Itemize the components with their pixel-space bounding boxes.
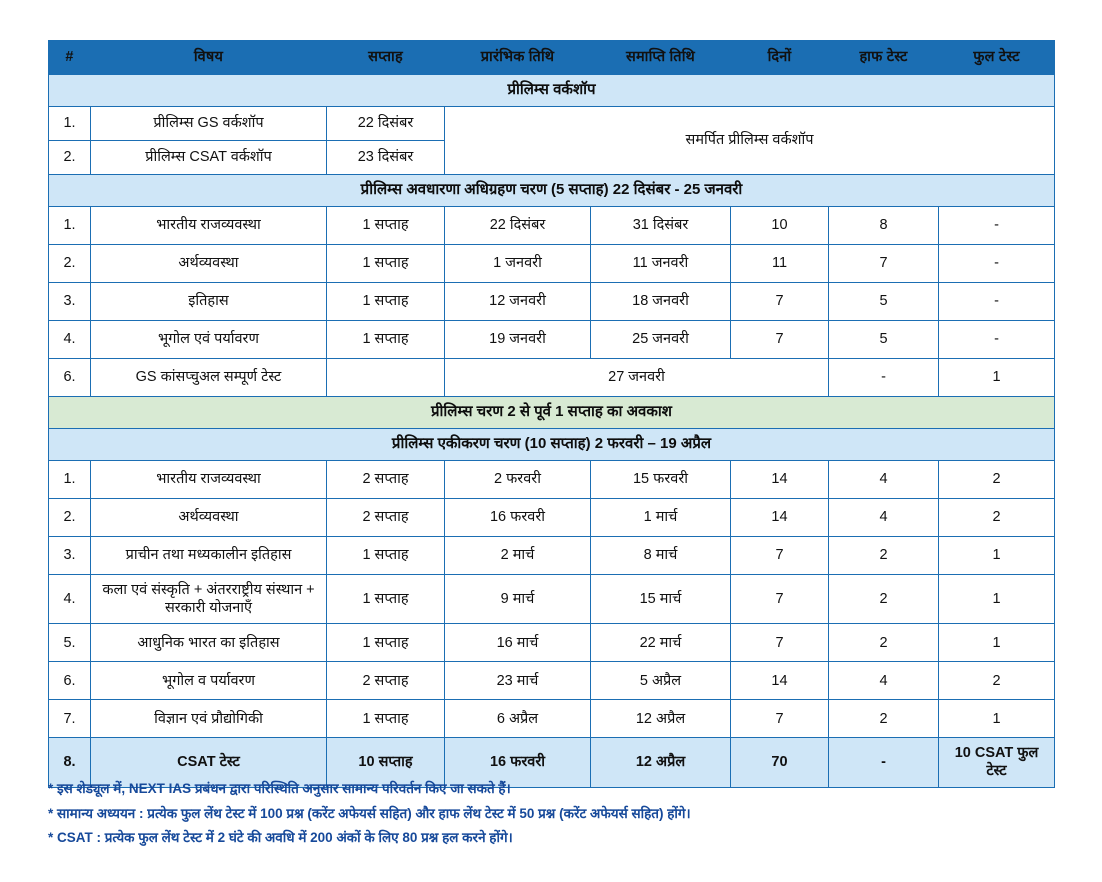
row-half-test: 2 <box>829 700 939 738</box>
row-index: 4. <box>49 575 91 624</box>
column-header-start-date: प्रारंभिक तिथि <box>445 41 591 75</box>
row-days: 7 <box>731 624 829 662</box>
column-header-subject: विषय <box>91 41 327 75</box>
row-index: 1. <box>49 461 91 499</box>
row-days: 7 <box>731 321 829 359</box>
table-row <box>49 537 1055 575</box>
row-week: 1 सप्ताह <box>327 537 445 575</box>
row-subject: भारतीय राजव्यवस्था <box>91 207 327 245</box>
row-week: 2 सप्ताह <box>327 499 445 537</box>
row-subject: अर्थव्यवस्था <box>91 245 327 283</box>
row-end-date: 25 जनवरी <box>591 321 731 359</box>
row-half-test: 4 <box>829 499 939 537</box>
row-end-date: 11 जनवरी <box>591 245 731 283</box>
row-end-date: 31 दिसंबर <box>591 207 731 245</box>
row-subject: इतिहास <box>91 283 327 321</box>
workshop-merged-note: समर्पित प्रीलिम्स वर्कशॉप <box>445 107 1055 175</box>
column-header-full-test: फुल टेस्ट <box>939 41 1055 75</box>
section-header-break <box>49 397 1055 429</box>
row-start-date: 6 अप्रैल <box>445 700 591 738</box>
row-start-date: 16 मार्च <box>445 624 591 662</box>
row-week: 1 सप्ताह <box>327 624 445 662</box>
row-full-test: 2 <box>939 461 1055 499</box>
row-start-date: 16 फरवरी <box>445 499 591 537</box>
footnote-csat: * CSAT : प्रत्येक फुल लेंथ टेस्ट में 2 घंटे की अवधि में 200 अंकों के लिए 80 प्रश्न हल करने होंगे। <box>48 830 513 846</box>
row-days: 10 <box>731 207 829 245</box>
row-index: 2. <box>49 141 91 175</box>
row-subject: भूगोल व पर्यावरण <box>91 662 327 700</box>
table-row-conceptual-test <box>49 359 1055 397</box>
row-half-test: 5 <box>829 321 939 359</box>
table-row <box>49 107 1055 141</box>
table-row <box>49 662 1055 700</box>
column-header-weeks: सप्ताह <box>327 41 445 75</box>
row-start-date: 19 जनवरी <box>445 321 591 359</box>
row-start-date: 22 दिसंबर <box>445 207 591 245</box>
schedule-sheet <box>48 40 1054 788</box>
row-full-test: - <box>939 321 1055 359</box>
row-week: 10 सप्ताह <box>327 738 445 787</box>
footnotes <box>48 780 1058 854</box>
row-subject: अर्थव्यवस्था <box>91 499 327 537</box>
row-half-test: 2 <box>829 537 939 575</box>
row-full-test: - <box>939 207 1055 245</box>
row-start-date: 2 फरवरी <box>445 461 591 499</box>
row-half-test: 4 <box>829 461 939 499</box>
footnote-general-change: * इस शेड्यूल में, NEXT IAS प्रबंधन द्वारा परिस्थिति अनुसार सामान्य परिवर्तन किए जा सकते हैं। <box>48 781 511 796</box>
row-week: 1 सप्ताह <box>327 207 445 245</box>
row-end-date: 22 मार्च <box>591 624 731 662</box>
table-row <box>49 321 1055 359</box>
section-header-integration-phase <box>49 429 1055 461</box>
row-subject: GS कांसप्चुअल सम्पूर्ण टेस्ट <box>91 359 327 397</box>
row-week: 22 दिसंबर <box>327 107 445 141</box>
row-index: 3. <box>49 537 91 575</box>
row-days: 7 <box>731 575 829 624</box>
row-start-date: 9 मार्च <box>445 575 591 624</box>
section-header-prelims-workshop <box>49 75 1055 107</box>
row-merged-date: 27 जनवरी <box>445 359 829 397</box>
row-index: 2. <box>49 499 91 537</box>
row-index: 3. <box>49 283 91 321</box>
table-row <box>49 700 1055 738</box>
column-header-days: दिनों <box>731 41 829 75</box>
table-row <box>49 461 1055 499</box>
row-index: 1. <box>49 207 91 245</box>
schedule-table <box>48 40 1055 788</box>
row-subject: आधुनिक भारत का इतिहास <box>91 624 327 662</box>
row-week: 1 सप्ताह <box>327 283 445 321</box>
row-start-date: 23 मार्च <box>445 662 591 700</box>
row-subject: भूगोल एवं पर्यावरण <box>91 321 327 359</box>
row-half-test: 5 <box>829 283 939 321</box>
section-header-concept-phase <box>49 175 1055 207</box>
row-subject: प्राचीन तथा मध्यकालीन इतिहास <box>91 537 327 575</box>
row-full-test: - <box>939 245 1055 283</box>
row-index: 6. <box>49 359 91 397</box>
row-start-date: 2 मार्च <box>445 537 591 575</box>
row-end-date: 15 फरवरी <box>591 461 731 499</box>
row-days: 14 <box>731 499 829 537</box>
row-full-test: 1 <box>939 537 1055 575</box>
row-days: 14 <box>731 662 829 700</box>
column-header-half-test: हाफ टेस्ट <box>829 41 939 75</box>
row-start-date: 16 फरवरी <box>445 738 591 787</box>
row-week: 2 सप्ताह <box>327 662 445 700</box>
row-subject: कला एवं संस्कृति + अंतरराष्ट्रीय संस्थान + सरकारी योजनाएँ <box>91 575 327 624</box>
row-full-test: 1 <box>939 700 1055 738</box>
row-days: 70 <box>731 738 829 787</box>
row-index: 4. <box>49 321 91 359</box>
row-days: 14 <box>731 461 829 499</box>
row-end-date: 1 मार्च <box>591 499 731 537</box>
column-header-end-date: समाप्ति तिथि <box>591 41 731 75</box>
row-subject: CSAT टेस्ट <box>91 738 327 787</box>
footnote-general-studies: * सामान्य अध्ययन : प्रत्येक फुल लेंथ टेस्ट में 100 प्रश्न (करेंट अफेयर्स सहित) और हाफ लेंथ टेस्ट में 50 प्रश्न (करेंट अफेयर्स सहित) होंगे। <box>48 805 691 821</box>
row-end-date: 12 अप्रैल <box>591 738 731 787</box>
row-full-test: 1 <box>939 359 1055 397</box>
row-half-test: 8 <box>829 207 939 245</box>
row-subject: प्रीलिम्स CSAT वर्कशॉप <box>91 141 327 175</box>
row-days: 11 <box>731 245 829 283</box>
row-half-test: 7 <box>829 245 939 283</box>
row-end-date: 18 जनवरी <box>591 283 731 321</box>
row-half-test: 2 <box>829 624 939 662</box>
row-index: 6. <box>49 662 91 700</box>
row-full-test: - <box>939 283 1055 321</box>
section-title: प्रीलिम्स चरण 2 से पूर्व 1 सप्ताह का अवकाश <box>49 397 1055 429</box>
row-subject: प्रीलिम्स GS वर्कशॉप <box>91 107 327 141</box>
row-end-date: 12 अप्रैल <box>591 700 731 738</box>
column-header-index: # <box>49 41 91 75</box>
row-index: 7. <box>49 700 91 738</box>
row-index: 2. <box>49 245 91 283</box>
row-full-test: 10 CSAT फुल टेस्ट <box>939 738 1055 787</box>
table-row <box>49 207 1055 245</box>
row-days: 7 <box>731 537 829 575</box>
row-index: 8. <box>49 738 91 787</box>
row-start-date: 12 जनवरी <box>445 283 591 321</box>
row-start-date: 1 जनवरी <box>445 245 591 283</box>
row-half-test: 2 <box>829 575 939 624</box>
section-title: प्रीलिम्स एकीकरण चरण (10 सप्ताह) 2 फरवरी – 19 अप्रैल <box>49 429 1055 461</box>
row-end-date: 15 मार्च <box>591 575 731 624</box>
row-end-date: 8 मार्च <box>591 537 731 575</box>
row-full-test: 2 <box>939 499 1055 537</box>
row-end-date: 5 अप्रैल <box>591 662 731 700</box>
row-subject: भारतीय राजव्यवस्था <box>91 461 327 499</box>
row-week: 1 सप्ताह <box>327 245 445 283</box>
row-week: 1 सप्ताह <box>327 700 445 738</box>
table-row <box>49 575 1055 624</box>
row-days: 7 <box>731 283 829 321</box>
row-full-test: 1 <box>939 624 1055 662</box>
row-index: 1. <box>49 107 91 141</box>
table-header-row <box>49 41 1055 75</box>
row-half-test: 4 <box>829 662 939 700</box>
row-half-test: - <box>829 738 939 787</box>
table-row <box>49 624 1055 662</box>
section-title: प्रीलिम्स अवधारणा अधिग्रहण चरण (5 सप्ताह) 22 दिसंबर - 25 जनवरी <box>49 175 1055 207</box>
table-row <box>49 245 1055 283</box>
row-full-test: 1 <box>939 575 1055 624</box>
row-week <box>327 359 445 397</box>
table-row <box>49 499 1055 537</box>
table-row <box>49 283 1055 321</box>
row-week: 1 सप्ताह <box>327 321 445 359</box>
row-week: 23 दिसंबर <box>327 141 445 175</box>
row-half-test: - <box>829 359 939 397</box>
row-full-test: 2 <box>939 662 1055 700</box>
row-week: 1 सप्ताह <box>327 575 445 624</box>
section-title: प्रीलिम्स वर्कशॉप <box>49 75 1055 107</box>
row-index: 5. <box>49 624 91 662</box>
row-week: 2 सप्ताह <box>327 461 445 499</box>
row-subject: विज्ञान एवं प्रौद्योगिकी <box>91 700 327 738</box>
row-days: 7 <box>731 700 829 738</box>
